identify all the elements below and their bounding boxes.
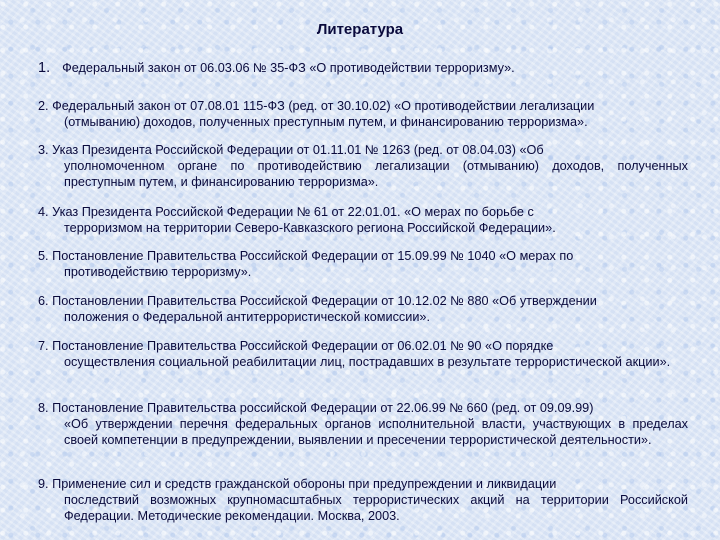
reference-number: 1. — [38, 60, 51, 76]
page-title: Литература — [316, 21, 404, 38]
reference-item-7 — [38, 338, 688, 370]
reference-text: Применение сил и средств гражданской обороны при предупреждении и ликвидации — [52, 477, 557, 491]
reference-text: Постановление Правительства российской Федерации от 22.06.99 № 660 (ред. от 09.09.99) — [52, 401, 594, 415]
reference-text-continued: осуществления социальной реабилитации лиц, пострадавших в результате террористической акции». — [64, 355, 671, 369]
reference-text-continued: (отмыванию) доходов, полученных преступным путем, и финансированию терроризма». — [64, 115, 588, 129]
reference-item-5 — [38, 248, 688, 280]
reference-text: Федеральный закон от 07.08.01 115-ФЗ (ред. от 30.10.02) «О противодействии легализации — [52, 99, 595, 113]
reference-number: 6. — [38, 294, 49, 308]
reference-item-2 — [38, 98, 688, 130]
reference-item-8 — [38, 400, 688, 448]
reference-number: 4. — [38, 205, 49, 219]
reference-text-continued: «Об утверждении перечня федеральных органов исполнительной власти, участвующих в пределах своей компетенции в предупреждении, выявлении и пресечении террористической деятельности». — [64, 417, 688, 447]
reference-text: Указ Президента Российской Федерации от 01.11.01 № 1263 (ред. от 08.04.03) «Об — [52, 143, 544, 157]
reference-text: Постановление Правительства Российской Федерации от 06.02.01 № 90 «О порядке — [52, 339, 554, 353]
reference-number: 9. — [38, 477, 49, 491]
reference-text-continued: положения о Федеральной антитеррористической комиссии». — [64, 310, 431, 324]
reference-number: 3. — [38, 143, 49, 157]
reference-text-continued: терроризмом на территории Северо-Кавказского региона Российской Федерации». — [64, 221, 556, 235]
reference-text-continued: противодействию терроризму». — [64, 265, 252, 279]
reference-text: Указ Президента Российской Федерации № 61 от 22.01.01. «О мерах по борьбе с — [52, 205, 534, 219]
reference-text-continued: уполномоченном органе по противодействию легализации (отмыванию) доходов, полученных преступным путем, и финансированию терроризма». — [64, 159, 688, 189]
reference-text: Постановление Правительства Российской Федерации от 15.09.99 № 1040 «О мерах по — [52, 249, 574, 263]
reference-item-4 — [38, 204, 688, 236]
reference-text: Постановлении Правительства Российской Федерации от 10.12.02 № 880 «Об утверждении — [52, 294, 597, 308]
reference-text: Федеральный закон от 06.03.06 № 35-ФЗ «О противодействии терроризму». — [62, 61, 515, 75]
reference-item-9 — [38, 476, 688, 524]
reference-item-1 — [38, 60, 688, 76]
reference-number: 8. — [38, 401, 49, 415]
reference-number: 5. — [38, 249, 49, 263]
reference-item-3 — [38, 142, 688, 190]
reference-number: 7. — [38, 339, 49, 353]
reference-item-6 — [38, 293, 688, 325]
reference-text-continued: последствий возможных крупномасштабных террористических акций на территории Российской Федерации. Методические рекомендации. Москва, 2003. — [64, 493, 688, 523]
reference-number: 2. — [38, 99, 49, 113]
